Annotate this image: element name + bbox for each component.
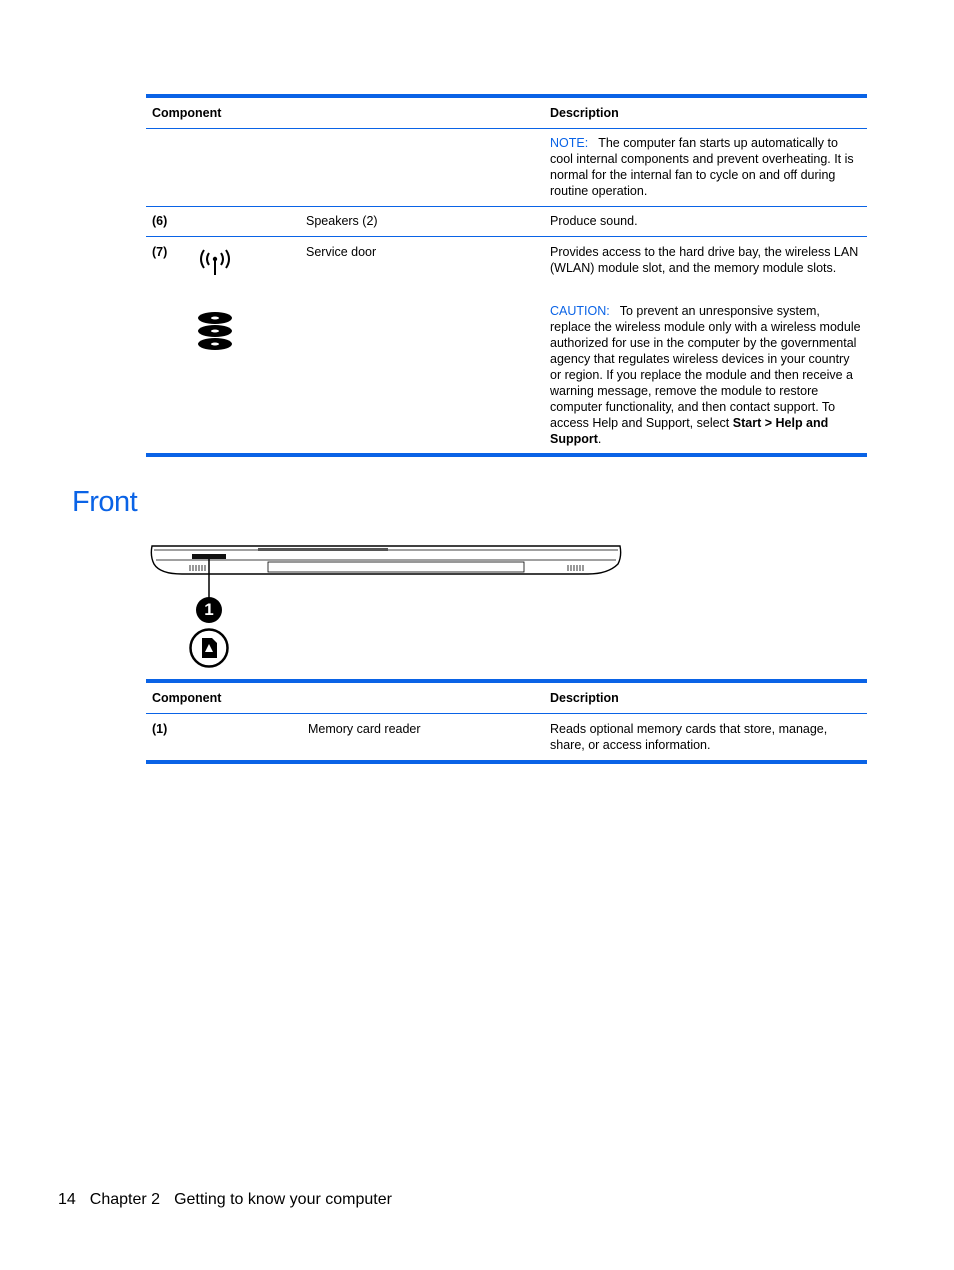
caution-label: CAUTION: — [550, 304, 610, 318]
row-number: (1) — [152, 722, 168, 736]
caution-end: . — [597, 432, 602, 446]
table-row — [146, 714, 867, 761]
component-table-1 — [146, 94, 867, 457]
note-block — [550, 135, 862, 199]
row-number: (7) — [152, 245, 168, 259]
laptop-front-figure — [148, 540, 628, 672]
table-bottom-rule — [146, 454, 867, 457]
table-bottom-rule — [146, 761, 867, 764]
hard-drive-icon — [196, 311, 234, 355]
row-description: Reads optional memory cards that store, manage, share, or access information. — [550, 722, 828, 752]
caution-text: To prevent an unresponsive system, replace the wireless module only with a wireless module authorized for use in the computer by the governmental agency that regulates wireless devices in your country or region. If you replace the module and then receive a warning message, remove the module to restore computer functionality, and then contact support. To access Help and Support, select — [550, 304, 861, 430]
caution-block — [550, 303, 862, 447]
page-number: 14 — [58, 1191, 76, 1208]
row-description: Produce sound. — [550, 214, 638, 228]
row-number: (6) — [152, 214, 168, 228]
chapter-title: Getting to know your computer — [174, 1191, 392, 1208]
note-label: NOTE: — [550, 136, 589, 150]
table-header — [146, 683, 867, 714]
header-description: Description — [550, 106, 619, 120]
page-footer — [58, 1191, 406, 1209]
caution-bold-path: Start > Help and Support — [550, 416, 829, 446]
header-component: Component — [152, 106, 222, 120]
header-component: Component — [152, 691, 222, 705]
row-component-name: Speakers (2) — [306, 214, 378, 228]
row-component-name: Memory card reader — [308, 722, 421, 736]
component-table-2 — [146, 679, 867, 764]
chapter-label: Chapter 2 — [89, 1191, 161, 1208]
table-row-note — [146, 129, 867, 207]
note-text: The computer fan starts up automatically to cool internal components and prevent overheating. It is normal for the internal fan to cycle on and off during routine operation. — [550, 136, 854, 198]
header-description: Description — [550, 691, 619, 705]
table-header — [146, 98, 867, 129]
row-description: Provides access to the hard drive bay, the wireless LAN (WLAN) module slot, and the memory module slots. — [550, 245, 859, 275]
table-row — [146, 237, 867, 454]
row-component-name: Service door — [306, 245, 377, 259]
table-row — [146, 207, 867, 237]
wireless-icon — [198, 248, 232, 282]
section-title: Front — [72, 486, 138, 518]
callout-1: 1 — [196, 597, 222, 623]
memory-card-icon — [189, 628, 229, 671]
